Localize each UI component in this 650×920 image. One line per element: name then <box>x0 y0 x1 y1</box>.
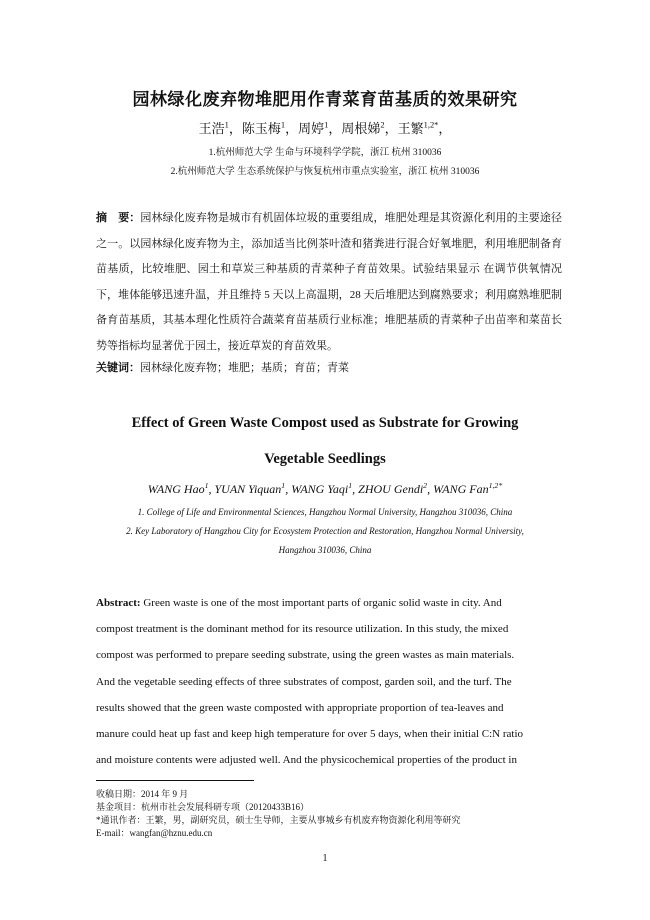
author-affiliation-mark: 1 <box>204 481 209 490</box>
author-affiliation-mark: 2 <box>423 481 428 490</box>
chinese-keywords-text: 园林绿化废弃物；堆肥；基质；育苗；青菜 <box>140 362 349 374</box>
english-affiliation-3: Hangzhou 310036, China <box>278 545 372 555</box>
author-affiliation-mark: 1 <box>348 481 353 490</box>
author-affiliation-mark: 1 <box>224 119 229 130</box>
footnote-email: E-mail：wangfan@hznu.edu.cn <box>96 828 213 838</box>
chinese-abstract <box>96 206 562 360</box>
author-separator: ， <box>438 121 452 136</box>
footnote-received-date: 收稿日期：2014 年 9 月 <box>96 789 189 799</box>
author-name: 王繁 <box>397 121 424 136</box>
chinese-keywords <box>96 359 349 375</box>
english-abstract-line: compost was performed to prepare seeding substrate, using the green wastes as main materials. <box>96 649 515 662</box>
author-separator: , <box>208 482 215 496</box>
footnote-divider <box>96 780 254 781</box>
english-abstract-line: results showed that the green waste composted with appropriate proportion of tea-leaves and <box>96 701 504 714</box>
author-name: ZHOU Gendi <box>358 482 424 496</box>
author-name: YUAN Yiquan <box>214 482 282 496</box>
english-title-line-2: Vegetable Seedlings <box>264 451 386 467</box>
author-separator: , <box>427 482 434 496</box>
chinese-abstract-label: 摘 要： <box>96 212 141 224</box>
author-affiliation-mark: 2 <box>380 119 385 130</box>
author-separator: ， <box>228 121 242 136</box>
footnote-corresponding-author: *通讯作者：王繁，男，副研究员，硕士生导师，主要从事城乡有机废弃物资源化利用等研究 <box>96 815 461 825</box>
english-title-line-1: Effect of Green Waste Compost used as Substrate for Growing <box>131 415 519 431</box>
english-abstract-line: and moisture contents were adjusted well. And the physicochemical properties of the product in <box>96 754 517 767</box>
author-affiliation-mark: 1 <box>324 119 329 130</box>
english-affiliation-1: 1. College of Life and Environmental Sciences, Hangzhou Normal University, Hangzhou 310036, China <box>137 507 513 517</box>
english-authors <box>0 482 650 497</box>
author-separator: ， <box>285 121 299 136</box>
chinese-authors <box>0 118 650 137</box>
chinese-keywords-label: 关键词： <box>96 362 140 374</box>
author-affiliation-mark: 1 <box>281 481 286 490</box>
author-separator: , <box>285 482 292 496</box>
page-number: 1 <box>322 853 328 864</box>
author-affiliation-mark: 1,2* <box>423 119 439 130</box>
author-name: 周根娣 <box>341 121 381 136</box>
author-separator: , <box>352 482 359 496</box>
author-separator: ， <box>328 121 342 136</box>
author-affiliation-mark: 1 <box>280 119 286 130</box>
footnote-funding: 基金项目：杭州市社会发展科研专项（20120433B16） <box>96 802 310 812</box>
english-abstract-line: And the vegetable seeding effects of three substrates of compost, garden soil, and the turf. The <box>96 675 512 688</box>
author-separator: ， <box>384 121 398 136</box>
english-affiliation-2: 2. Key Laboratory of Hangzhou City for Ecosystem Protection and Restoration, Hangzhou Normal University, <box>126 526 524 536</box>
chinese-affiliation-2: 2.杭州师范大学 生态系统保护与恢复杭州市重点实验室，浙江 杭州 310036 <box>170 167 480 177</box>
author-name: WANG Fan <box>433 482 489 496</box>
chinese-affiliation-1: 1.杭州师范大学 生命与环境科学学院，浙江 杭州 310036 <box>208 148 442 158</box>
english-abstract-line: manure could heat up fast and keep high temperature for over 5 days, when their initial C:N ratio <box>96 728 524 741</box>
english-abstract <box>96 590 566 773</box>
chinese-abstract-text: 园林绿化废弃物是城市有机固体垃圾的重要组成，堆肥处理是其资源化利用的主要途径之一。以园林绿化废弃物为主，添加适当比例茶叶渣和猪粪进行混合好氧堆肥，利用堆肥制备育苗基质，比较堆肥、园土和草炭三种基质的青菜种子育苗效果。试验结果显示 在调节供氧情况下，堆体能够迅速升温，并且维持 5 天以上高温期，28 天后堆肥达到腐熟要求；利用腐熟堆肥制备育苗基质，其基本理化性质符合蔬菜育苗基质行业标准；堆肥基质的青菜种子出苗率和菜苗长势等指标均显著优于园土，接近草炭的育苗效果。 <box>96 212 562 352</box>
chinese-title: 园林绿化废弃物堆肥用作青菜育苗基质的效果研究 <box>132 90 518 109</box>
author-name: WANG Hao <box>147 482 205 496</box>
author-name: 王浩 <box>198 121 225 136</box>
author-name: 陈玉梅 <box>241 121 281 136</box>
author-name: WANG Yaqi <box>291 482 349 496</box>
author-name: 周婷 <box>298 121 325 136</box>
english-abstract-label: Abstract: <box>96 597 141 609</box>
english-abstract-line: compost treatment is the dominant method for its resource utilization. In this study, the mixed <box>96 623 509 636</box>
english-abstract-line: Abstract: Green waste is one of the most important parts of organic solid waste in city. And <box>96 597 502 609</box>
author-affiliation-mark: 1,2* <box>488 481 503 490</box>
